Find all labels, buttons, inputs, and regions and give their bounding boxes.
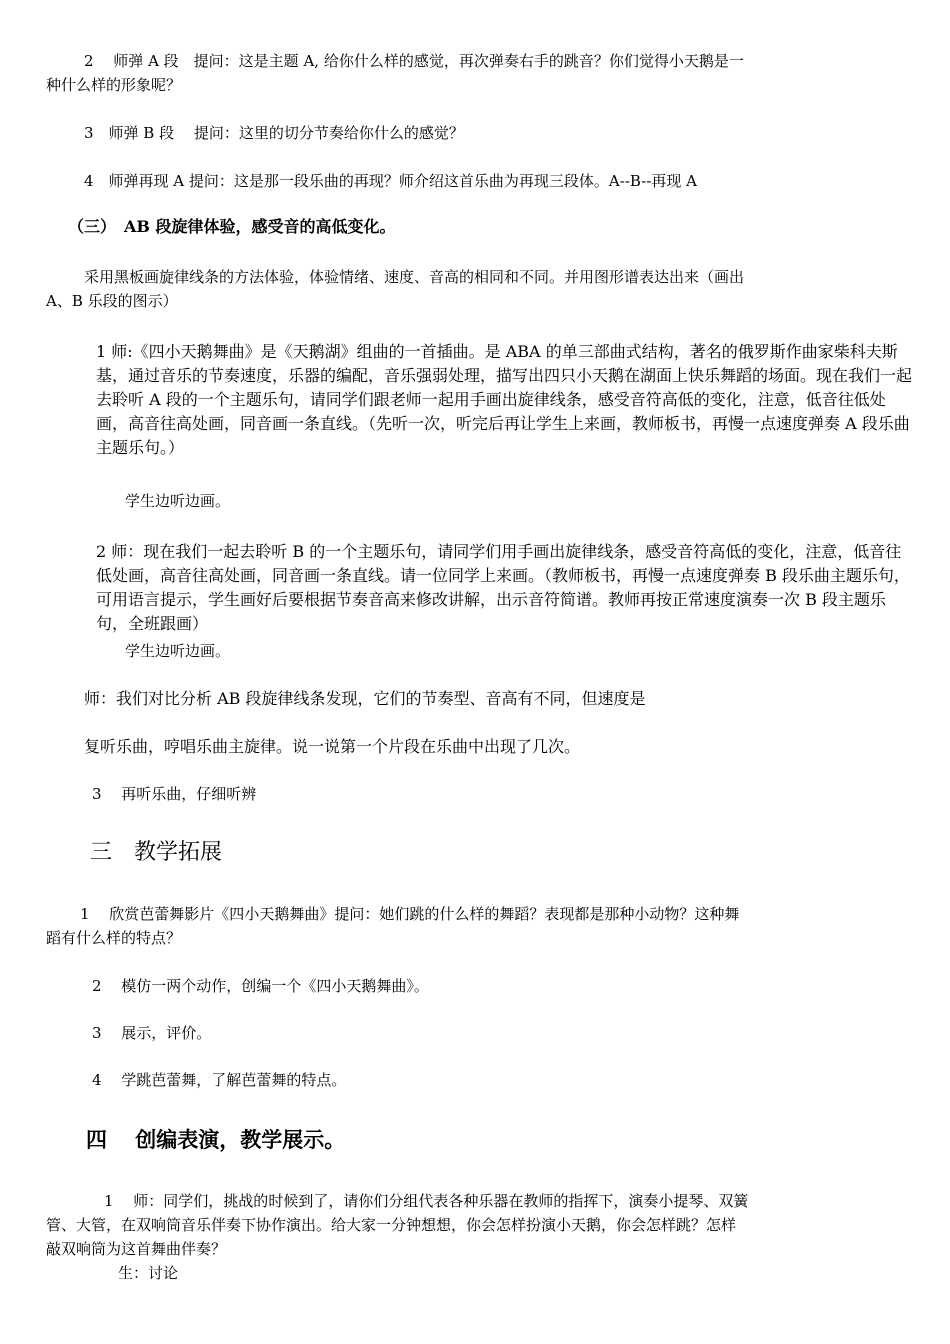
section-heading-three: 三 教学拓展 — [90, 840, 223, 865]
extension-1: 1 欣赏芭蕾舞影片《四小天鹅舞曲》提问：她们跳的什么样的舞蹈？表现都是那种小动物？这种舞 — [80, 905, 740, 923]
performance-paragraph-cont: 管、大管，在双响筒音乐伴奏下协作演出。给大家一分钟想想，你会怎样扮演小天鹅，你会怎样跳？怎样 — [46, 1216, 737, 1234]
student-note-2: 学生边听边画。 — [125, 642, 231, 660]
extension-1-cont: 蹈有什么样的特点？ — [46, 929, 182, 947]
performance-paragraph-end: 敲双响筒为这首舞曲伴奏？ — [46, 1240, 227, 1258]
step-2-question: 2 师弹 A 段 提问：这是主题 A, 给你什么样的感觉，再次弹奏右手的跳音？你们觉得小天鹅是一 — [84, 52, 744, 70]
replay-instruction: 复听乐曲，哼唱乐曲主旋律。说一说第一个片段在乐曲中出现了几次。 — [84, 737, 581, 756]
step-3-question: 3 师弹 B 段 提问：这里的切分节奏给你什么的感觉？ — [84, 124, 464, 142]
section-heading-four: 四 创编表演，教学展示。 — [86, 1128, 346, 1152]
performance-paragraph: 1 师：同学们，挑战的时候到了，请你们分组代表各种乐器在教师的指挥下，演奏小提琴、双簧 — [104, 1192, 749, 1210]
extension-2: 2 模仿一两个动作，创编一个《四小天鹅舞曲》。 — [92, 977, 429, 995]
listen-again: 3 再听乐曲，仔细听辨 — [92, 785, 257, 803]
ab-comparison: 师：我们对比分析 AB 段旋律线条发现，它们的节奏型、音高有不同，但速度是 — [84, 689, 646, 708]
step-2-question-cont: 种什么样的形象呢？ — [46, 76, 182, 94]
section-heading-3: （三） AB 段旋律体验，感受音的高低变化。 — [68, 217, 396, 236]
method-paragraph: 采用黑板画旋律线条的方法体验，体验情绪、速度、音高的相同和不同。并用图形谱表达出来（画出 — [84, 268, 745, 286]
student-note-1: 学生边听边画。 — [125, 492, 231, 510]
teacher-paragraph-2: 2 师：现在我们一起去聆听 B 的一个主题乐句，请同学们用手画出旋律线条，感受音符高低的变化，注意，低音往低处画，高音往高处画，同音画一条直线。请一位同学上来画。（教师板书，再慢一点速度弹奏 B 段乐曲主题乐句，可用语言提示，学生画好后要根据节奏音高来修改讲解，出示音符简谱。教师再按正常速度演奏一次 B 段主题乐句，全班跟画） — [96, 542, 910, 633]
step-4-question: 4 师弹再现 A 提问：这是那一段乐曲的再现？师介绍这首乐曲为再现三段体。A--B--再现 A — [84, 172, 697, 190]
method-paragraph-cont: A、B 乐段的图示） — [46, 292, 178, 310]
extension-3: 3 展示，评价。 — [92, 1024, 212, 1042]
student-discussion: 生：讨论 — [118, 1264, 179, 1282]
extension-4: 4 学跳芭蕾舞，了解芭蕾舞的特点。 — [92, 1071, 347, 1089]
teacher-paragraph-1: 1 师:《四小天鹅舞曲》是《天鹅湖》组曲的一首插曲。是 ABA 的单三部曲式结构，著名的俄罗斯作曲家柴科夫斯基，通过音乐的节奏速度，乐器的编配，音乐强弱处理，描写出四只小天鹅在湖面上快乐舞蹈的场面。现在我们一起去聆听 A 段的一个主题乐句，请同学们跟老师一起用手画出旋律线条，感受音符高低的变化，注意，低音往低处画，高音往高处画，同音画一条直线。（先听一次，听完后再让学生上来画，教师板书，再慢一点速度弹奏 A 段乐曲主题乐句。） — [96, 342, 913, 457]
